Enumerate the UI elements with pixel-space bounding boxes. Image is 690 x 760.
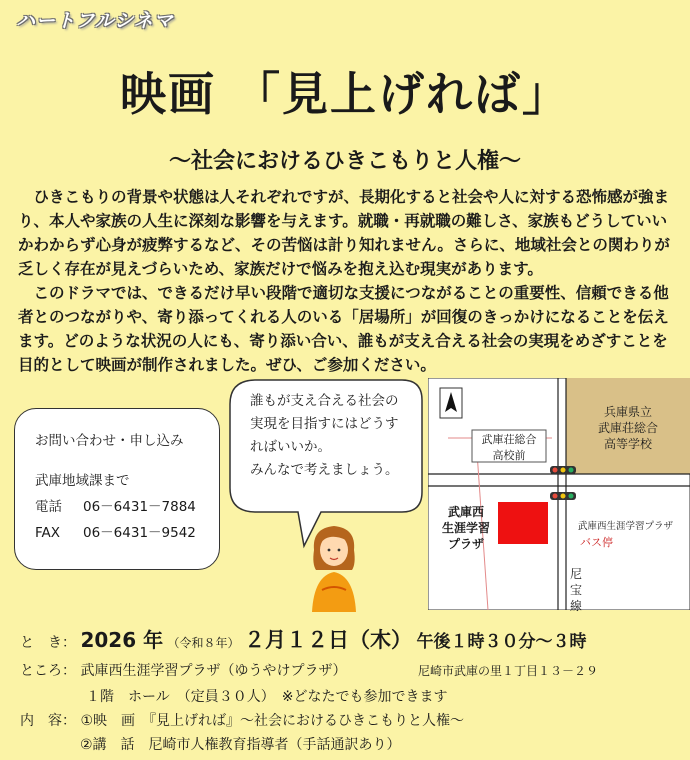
- contact-tel-row: [35, 495, 219, 521]
- event-place-row: [20, 660, 346, 680]
- bus-stop-sign-label: [472, 432, 546, 464]
- place-label: ところ：: [20, 663, 76, 679]
- school-label-line-3: 高等学校: [603, 437, 652, 451]
- intro-paragraph-1: ひきこもりの背景や状態は人それぞれですが、長期化すると社会や人に対する恐怖感が強まり、本人や家族の人生に深刻な影響を与えます。就職・再就職の難しさ、家族もどうしていいかわからず心身が疲弊するなど、その苦悩は計り知れません。さらに、地域社会との関わりが乏しく存在が見えづらいため、家族だけで悩みを抱え込む現実があります。: [18, 188, 670, 278]
- event-address: 尼崎市武庫の里１丁目１３－２９: [418, 664, 599, 678]
- school-label: [566, 404, 690, 452]
- page-subtitle: ～社会におけるひきこもりと人権～: [168, 149, 521, 174]
- page-title: 映画 「見上げれば」: [119, 67, 570, 121]
- content-item-1: ①映 画 『見上げれば』～社会におけるひきこもりと人権～: [80, 713, 465, 729]
- tel-number: 06－6431－7884: [83, 499, 196, 515]
- contact-box: [14, 408, 220, 570]
- intro-text: [18, 185, 678, 377]
- fax-label: FAX: [35, 525, 61, 541]
- bubble-line-4: みんなで考えましょう。: [250, 462, 399, 478]
- contact-heading: お問い合わせ・申し込み: [35, 433, 184, 449]
- venue-label: [434, 504, 498, 552]
- school-label-line-1: 兵庫県立: [603, 405, 652, 419]
- bubble-line-2: 実現を目指すにはどうす: [250, 416, 399, 432]
- event-era: （令和８年）: [167, 636, 240, 650]
- event-date-row: [20, 624, 586, 654]
- content-label: 内 容：: [20, 713, 76, 729]
- venue-label-line-1: 武庫西: [447, 505, 484, 519]
- tel-label: 電話: [35, 499, 62, 515]
- north-arrow-icon: [440, 388, 462, 418]
- date-label: と き：: [20, 635, 76, 651]
- speech-bubble-text: [250, 390, 420, 482]
- bus-stop-sign-line-2: 高校前: [492, 449, 526, 462]
- venue-marker: [498, 502, 548, 544]
- event-place: 武庫西生涯学習プラザ（ゆうやけプラザ）: [80, 663, 347, 679]
- brand-label: ハートフルシネマ: [16, 10, 174, 32]
- contact-dept: 武庫地域課まで: [35, 473, 130, 489]
- content-item-2: ②講 話 尼崎市人権教育指導者（手話通訳あり）: [80, 737, 401, 753]
- venue-label-line-2: 生涯学習: [441, 521, 490, 535]
- event-date: ２月１２日（木）: [244, 628, 413, 652]
- intro-paragraph-2: このドラマでは、できるだけ早い段階で適切な支援につながることの重要性、信頼できる他者とのつながりや、寄り添ってくれる人のいる「居場所」が回復のきっかけになることを伝えます。どのような状況の人にも、寄り添い合い、誰もが支え合える社会の実現をめざすことを目的として映画が制作されました。ぜひ、ご参加ください。: [18, 284, 669, 374]
- school-label-line-2: 武庫荘総合: [597, 421, 658, 435]
- road-label-2: 宝: [569, 583, 582, 597]
- road-label: [568, 566, 584, 614]
- woman-illustration: [306, 520, 362, 612]
- bubble-line-1: 誰もが支え合える社会の: [250, 393, 399, 409]
- bus-stop-label: バス停: [580, 536, 613, 549]
- event-year: 2026 年: [80, 628, 164, 652]
- bubble-line-3: ればいいか。: [250, 439, 331, 455]
- road-label-1: 尼: [569, 567, 582, 581]
- fax-number: 06－6431－9542: [83, 525, 196, 541]
- event-content-row: [20, 710, 464, 730]
- venue-label-line-3: プラザ: [447, 537, 484, 551]
- event-time: 午後１時３０分～３時: [416, 632, 587, 652]
- bus-stop-sign-line-1: 武庫荘総合: [481, 433, 537, 446]
- road-label-3: 線: [569, 599, 582, 613]
- event-hall: １階 ホール （定員３０人） ※どなたでも参加できます: [86, 689, 448, 705]
- bus-stop-plaza-label: 武庫西生涯学習プラザ: [578, 521, 674, 532]
- contact-fax-row: [35, 521, 219, 547]
